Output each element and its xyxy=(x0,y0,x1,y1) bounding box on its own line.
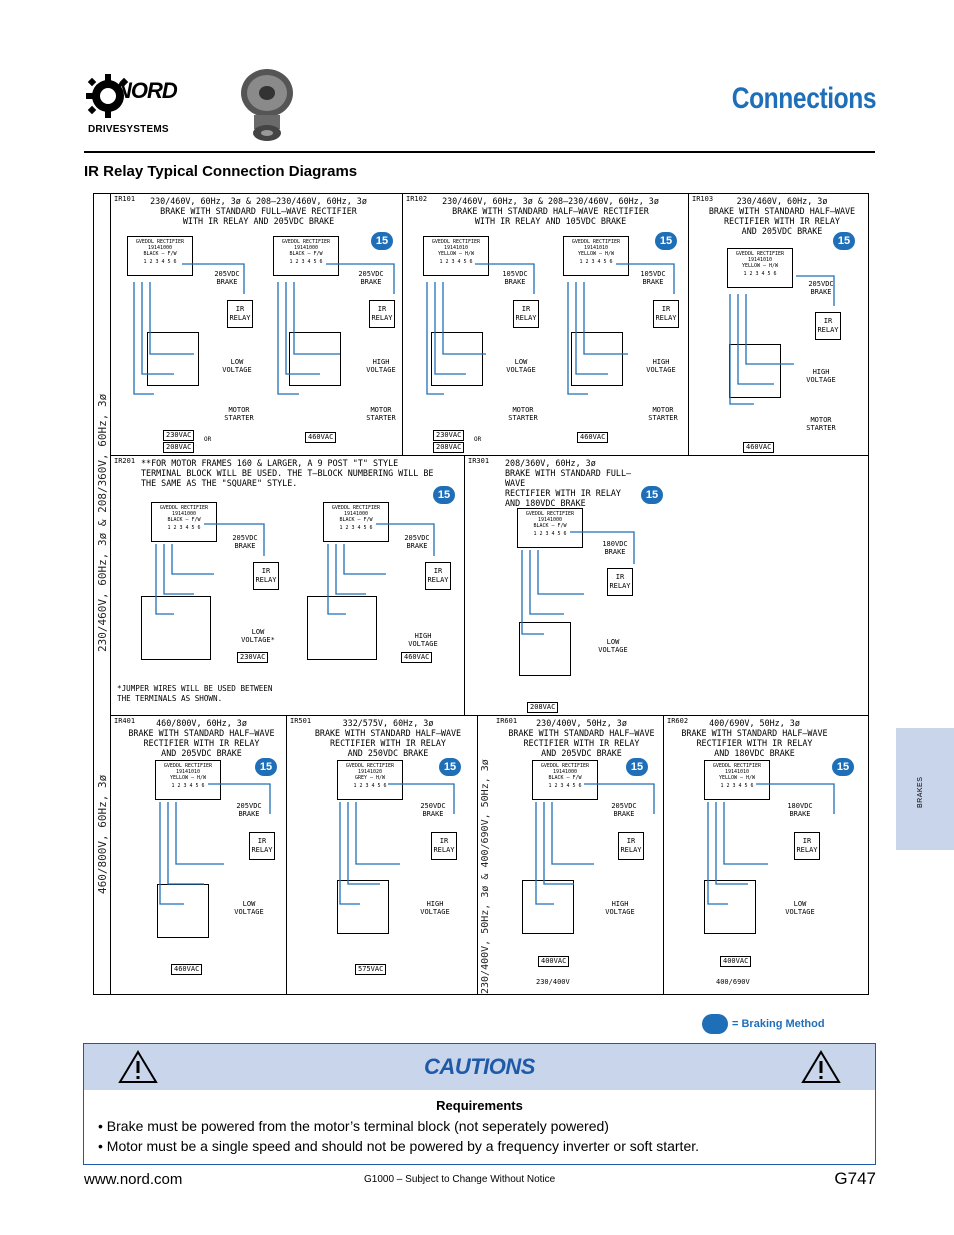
high-voltage-label: HIGH VOLTAGE xyxy=(605,900,635,916)
voltage-badge: 460VAC xyxy=(743,442,774,453)
brake-label: 205VDC BRAKE xyxy=(214,270,240,286)
rectifier-box: GVEDDL RECTIFIER 19141010 YELLOW – H/W 1 2 3 4 5 6 xyxy=(727,248,793,288)
ir-relay-box: IR RELAY xyxy=(815,312,841,340)
ir-relay-box: IR RELAY xyxy=(653,300,679,328)
motor-starter-label: MOTOR STARTER xyxy=(508,406,538,422)
page-number: G747 xyxy=(834,1169,876,1188)
legend-swatch xyxy=(702,1014,728,1034)
panel-title: 460/800V, 60Hz, 3ø BRAKE WITH STANDARD HALF–WAVE RECTIFIER WITH IR RELAY AND 205VDC BRAKE xyxy=(128,718,275,758)
panel-title: 230/460V, 60Hz, 3ø & 208–230/460V, 60Hz, 3ø BRAKE WITH STANDARD HALF–WAVE RECTIFIER WITH IR RELAY AND 105VDC BRAKE xyxy=(442,196,659,226)
rectifier-box: GVEDDL RECTIFIER 19141020 GREY – H/W 1 2 3 4 5 6 xyxy=(337,760,403,800)
braking-method-badge: 15 xyxy=(433,486,455,504)
brake-label: 180VDC BRAKE xyxy=(787,802,813,818)
logo-wordmark: NORD xyxy=(116,78,177,103)
ir-relay-box: IR RELAY xyxy=(607,568,633,596)
panel-id: IR301 xyxy=(468,457,490,465)
panel-title: 208/360V, 60Hz, 3ø BRAKE WITH STANDARD FULL–WAVE RECTIFIER WITH IR RELAY AND 180VDC BRAKE xyxy=(505,458,632,508)
footer-note: G1000 – Subject to Change Without Notice xyxy=(364,1174,556,1185)
brake-label: 205VDC BRAKE xyxy=(611,802,637,818)
panel-id: IR101 xyxy=(114,195,136,203)
brake-label: 205VDC BRAKE xyxy=(358,270,384,286)
high-voltage-label: HIGH VOLTAGE xyxy=(646,358,676,374)
rectifier-box: GVEDDL RECTIFIER 19141000 BLACK – F/W 1 2 3 4 5 6 xyxy=(532,760,598,800)
brake-label: 105VDC BRAKE xyxy=(640,270,666,286)
brake-label: 105VDC BRAKE xyxy=(502,270,528,286)
rectifier-box: GVEDDL RECTIFIER 19141000 BLACK – F/W 1 2 3 4 5 6 xyxy=(127,236,193,276)
page-title: Connections xyxy=(731,82,876,115)
panel-title: 332/575V, 60Hz, 3ø BRAKE WITH STANDARD HALF–WAVE RECTIFIER WITH IR RELAY AND 250VDC BRAKE xyxy=(314,718,462,758)
rectifier-box: GVEDDL RECTIFIER 19141000 BLACK – F/W 1 2 3 4 5 6 xyxy=(273,236,339,276)
or-label: OR xyxy=(204,436,212,443)
warning-icon xyxy=(801,1050,841,1084)
nord-logo xyxy=(84,70,184,140)
braking-method-badge: 15 xyxy=(641,486,663,504)
bottom-voltage: 230/400V xyxy=(536,978,570,986)
requirements-heading: Requirements xyxy=(436,1098,523,1113)
rectifier-box: GVEDDL RECTIFIER 19141000 BLACK – F/W 1 2 3 4 5 6 xyxy=(517,508,583,548)
footer-url-link[interactable]: www.nord.com xyxy=(84,1171,183,1188)
braking-method-badge: 15 xyxy=(655,232,677,250)
logo-subtitle: DRIVESYSTEMS xyxy=(88,124,169,135)
rectifier-box: GVEDDL RECTIFIER 19141010 YELLOW – H/W 1 2 3 4 5 6 xyxy=(155,760,221,800)
section-heading: IR Relay Typical Connection Diagrams xyxy=(84,163,358,180)
low-voltage-label: LOW VOLTAGE xyxy=(222,358,252,374)
braking-method-legend xyxy=(702,1014,825,1034)
voltage-badge-alt: 208VAC xyxy=(433,442,464,453)
ir-relay-box: IR RELAY xyxy=(618,832,644,860)
voltage-badge: 460VAC xyxy=(305,432,336,443)
low-voltage-label: LOW VOLTAGE xyxy=(598,638,628,654)
requirement-item: • Motor must be a single speed and should not be powered by a frequency inverter or soft starter. xyxy=(98,1138,700,1154)
bottom-voltage: 400/690V xyxy=(716,978,750,986)
low-voltage-label: LOW VOLTAGE* xyxy=(241,628,275,644)
wiring-lines xyxy=(94,194,869,994)
rectifier-box: GVEDDL RECTIFIER 19141000 BLACK – F/W 1 2 3 4 5 6 xyxy=(323,502,389,542)
rectifier-box: GVEDDL RECTIFIER 19141000 BLACK – F/W 1 2 3 4 5 6 xyxy=(151,502,217,542)
jumper-note: *JUMPER WIRES WILL BE USED BETWEEN THE TERMINALS AS SHOWN. xyxy=(117,684,273,703)
low-voltage-label: LOW VOLTAGE xyxy=(506,358,536,374)
voltage-badge: 208VAC xyxy=(527,702,558,713)
brake-label: 250VDC BRAKE xyxy=(420,802,446,818)
voltage-badge: 400VAC xyxy=(720,956,751,967)
legend-text: = Braking Method xyxy=(732,1018,825,1030)
connection-diagram-grid xyxy=(93,193,869,995)
panel-id: IR501 xyxy=(290,717,312,725)
panel-id: IR103 xyxy=(692,195,714,203)
panel-title: 230/400V, 50Hz, 3ø BRAKE WITH STANDARD HALF–WAVE RECTIFIER WITH IR RELAY AND 205VDC BRAKE xyxy=(508,718,655,758)
panel-id: IR401 xyxy=(114,717,136,725)
motor-starter-label: MOTOR STARTER xyxy=(806,416,836,432)
voltage-badge: 230VAC xyxy=(433,430,464,441)
cautions-title: CAUTIONS xyxy=(424,1054,535,1079)
high-voltage-label: HIGH VOLTAGE xyxy=(806,368,836,384)
low-voltage-label: LOW VOLTAGE xyxy=(785,900,815,916)
panel-id: IR102 xyxy=(406,195,428,203)
cautions-box xyxy=(83,1043,876,1165)
brake-label: 180VDC BRAKE xyxy=(602,540,628,556)
braking-method-badge: 15 xyxy=(832,758,854,776)
panel-id: IR601 xyxy=(496,717,518,725)
ir-relay-box: IR RELAY xyxy=(431,832,457,860)
braking-method-badge: 15 xyxy=(833,232,855,250)
panel-id: IR201 xyxy=(114,457,136,465)
braking-method-badge: 15 xyxy=(255,758,277,776)
motor-starter-label: MOTOR STARTER xyxy=(648,406,678,422)
voltage-badge: 230VAC xyxy=(163,430,194,441)
brake-label: 205VDC BRAKE xyxy=(232,534,258,550)
voltage-badge-alt: 208VAC xyxy=(163,442,194,453)
brakes-section-tab[interactable] xyxy=(896,728,954,850)
row-label-5: 230/400V, 50Hz, 3ø & 400/690V, 50Hz, 3ø xyxy=(480,759,491,994)
row-label-1: 230/460V, 60Hz, 3ø & 208/360V, 60Hz, 3ø xyxy=(96,393,109,652)
brakes-section-tab-label: BRAKES xyxy=(917,776,924,808)
voltage-badge: 460VAC xyxy=(577,432,608,443)
voltage-badge: 575VAC xyxy=(355,964,386,975)
voltage-badge: 460VAC xyxy=(401,652,432,663)
high-voltage-label: HIGH VOLTAGE xyxy=(420,900,450,916)
braking-method-badge: 15 xyxy=(626,758,648,776)
panel-title: 230/460V, 60Hz, 3ø BRAKE WITH STANDARD HALF–WAVE RECTIFIER WITH IR RELAY AND 205VDC BRAKE xyxy=(708,196,856,236)
panel-title: 400/690V, 50Hz, 3ø BRAKE WITH STANDARD HALF–WAVE RECTIFIER WITH IR RELAY AND 180VDC BRAKE xyxy=(681,718,828,758)
ir-relay-box: IR RELAY xyxy=(249,832,275,860)
or-label: OR xyxy=(474,436,482,443)
ir-relay-box: IR RELAY xyxy=(425,562,451,590)
ir-relay-box: IR RELAY xyxy=(369,300,395,328)
braking-method-badge: 15 xyxy=(371,232,393,250)
high-voltage-label: HIGH VOLTAGE xyxy=(366,358,396,374)
low-voltage-label: LOW VOLTAGE xyxy=(234,900,264,916)
ir-relay-box: IR RELAY xyxy=(253,562,279,590)
ir-relay-box: IR RELAY xyxy=(227,300,253,328)
brake-product-photo xyxy=(236,63,298,143)
voltage-badge: 400VAC xyxy=(538,956,569,967)
motor-starter-label: MOTOR STARTER xyxy=(224,406,254,422)
rectifier-box: GVEDDL RECTIFIER 19141010 YELLOW – H/W 1 2 3 4 5 6 xyxy=(563,236,629,276)
high-voltage-label: HIGH VOLTAGE xyxy=(408,632,438,648)
braking-method-badge: 15 xyxy=(439,758,461,776)
brake-label: 205VDC BRAKE xyxy=(808,280,834,296)
title-divider xyxy=(84,151,875,153)
row-label-3: 460/800V, 60Hz, 3ø xyxy=(96,774,109,894)
panel-title: **FOR MOTOR FRAMES 160 & LARGER, A 9 POST "T" STYLE TERMINAL BLOCK WILL BE USED. THE T–BLOCK NUMBERING WILL BE THE SAME AS THE "SQUARE" STYLE. xyxy=(141,458,434,488)
voltage-badge: 230VAC xyxy=(237,652,268,663)
ir-relay-box: IR RELAY xyxy=(513,300,539,328)
panel-title: 230/460V, 60Hz, 3ø & 208–230/460V, 60Hz, 3ø BRAKE WITH STANDARD FULL–WAVE RECTIFIER WITH IR RELAY AND 205VDC BRAKE xyxy=(150,196,367,226)
voltage-badge: 460VAC xyxy=(171,964,202,975)
ir-relay-box: IR RELAY xyxy=(794,832,820,860)
motor-starter-label: MOTOR STARTER xyxy=(366,406,396,422)
brake-label: 205VDC BRAKE xyxy=(404,534,430,550)
requirement-item: • Brake must be powered from the motor’s terminal block (not seperately powered) xyxy=(98,1118,609,1134)
rectifier-box: GVEDDL RECTIFIER 19141010 YELLOW – H/W 1 2 3 4 5 6 xyxy=(704,760,770,800)
panel-id: IR602 xyxy=(667,717,689,725)
brake-label: 205VDC BRAKE xyxy=(236,802,262,818)
rectifier-box: GVEDDL RECTIFIER 19141010 YELLOW – H/W 1 2 3 4 5 6 xyxy=(423,236,489,276)
